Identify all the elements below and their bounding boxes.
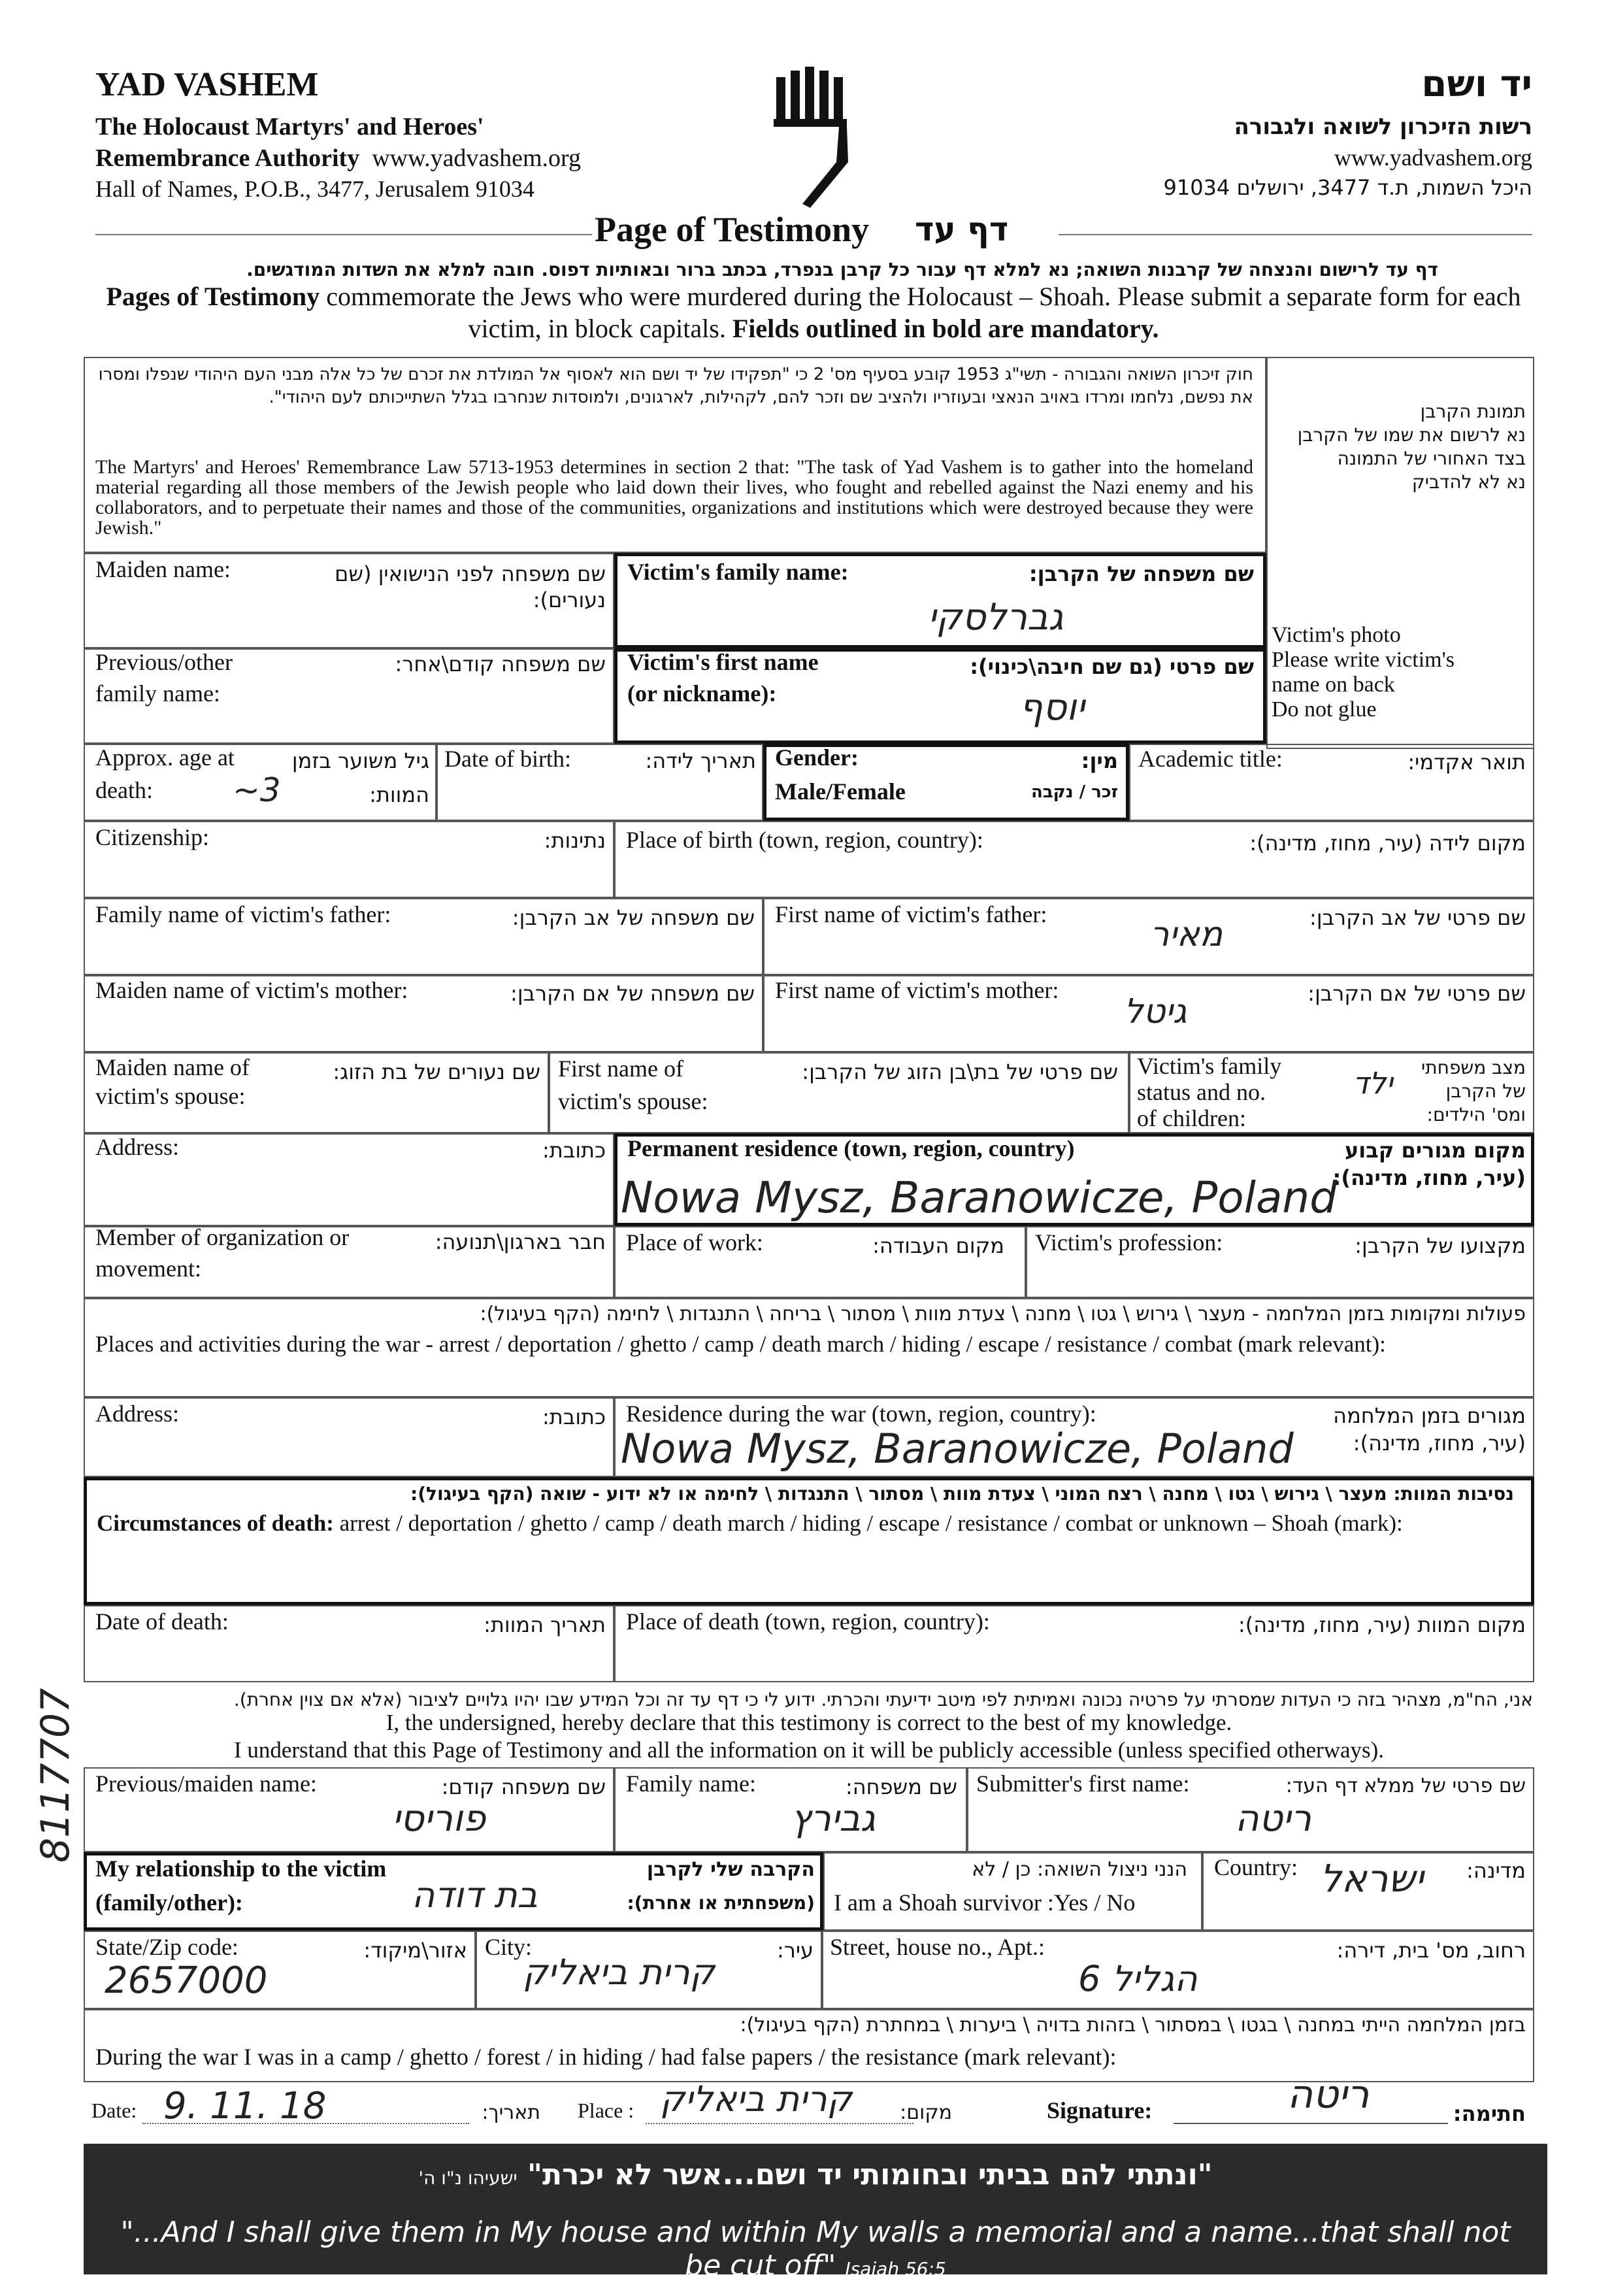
victim-first-name-value: יוסף xyxy=(1019,686,1085,729)
authority-en-1: The Holocaust Martyrs' and Heroes' xyxy=(95,113,484,141)
mother-maiden-label-he: שם משפחה של אם הקרבן: xyxy=(510,981,755,1006)
circumstances-label-en xyxy=(97,1510,1403,1537)
photo-he-1: תמונת הקרבן xyxy=(1420,401,1526,422)
place-label-he: מקום: xyxy=(900,2101,952,2124)
birthplace-label-he: מקום לידה (עיר, מחוז, מדינה): xyxy=(1249,831,1526,856)
dob-label-he: תאריך לידה: xyxy=(645,748,756,773)
dod-label-he: תאריך המוות: xyxy=(484,1612,606,1637)
status-label-he-1: מצב משפחתי xyxy=(1421,1057,1526,1078)
profession-label: Victim's profession: xyxy=(1035,1229,1223,1256)
age-label-he-1: גיל משוער בזמן xyxy=(291,748,429,773)
mother-first-value: גיטל xyxy=(1124,992,1187,1031)
age-value: ~3 xyxy=(233,771,281,809)
previous-name-label-1: Previous/other xyxy=(95,649,233,675)
signature-line[interactable] xyxy=(1174,2123,1448,2124)
spouse-maiden-label-he: שם נעורים של בת הזוג: xyxy=(333,1059,540,1084)
victim-first-name-label-2: (or nickname): xyxy=(627,680,777,707)
age-label-he-2: המוות: xyxy=(369,782,429,807)
margin-number-text: 8117707 xyxy=(33,1688,78,1863)
photo-he-3: בצד האחורי של התמונה xyxy=(1337,448,1526,469)
spouse-first-label-he: שם פרטי של בת\בן הזוג של הקרבן: xyxy=(802,1059,1118,1084)
status-label-2: status and no. xyxy=(1137,1079,1266,1105)
law-text-en: The Martyrs' and Heroes' Remembrance Law 5713-1953 determines in section 2 that: "The task of Yad Vashem is to gather into the homeland material regarding all those members of the Jewish people who laid down their lives, who fought and rebelled against the Nazi enemy and his collaborators, and to perpetuate their names and those of the communities, organizations and institutions which were destroyed because they were Jewish." xyxy=(95,456,1253,539)
signature-value: ריטה xyxy=(1287,2072,1370,2118)
father-first-label-he: שם פרטי של אב הקרבן: xyxy=(1309,905,1526,930)
circumstances-label-en-bold: Circumstances of death: xyxy=(97,1510,334,1536)
quote-banner xyxy=(84,2144,1547,2282)
mother-first-label: First name of victim's mother: xyxy=(775,977,1059,1003)
permanent-residence-value: Nowa Mysz, Baranowicze, Poland xyxy=(621,1173,1338,1223)
work-label-he: מקום העבודה: xyxy=(872,1233,1004,1258)
authority-en-2: Remembrance Authority xyxy=(95,144,360,172)
photo-he-4: נא לא להדביק xyxy=(1411,471,1526,493)
photo-en-2: Please write victim's xyxy=(1272,648,1455,672)
signature-label-he: חתימה: xyxy=(1453,2101,1526,2126)
intro-en-bold: Pages of Testimony xyxy=(106,282,320,311)
header-rule-right xyxy=(1059,234,1532,235)
page-title-he: דף עד xyxy=(915,210,1009,248)
father-family-label: Family name of victim's father: xyxy=(95,901,391,927)
gender-label-he-2: זכר / נקבה xyxy=(1030,782,1118,802)
submitter-first-label-he: שם פרטי של ממלא דף העד: xyxy=(1285,1774,1526,1797)
dob-label: Date of birth: xyxy=(444,746,571,772)
date-value: 9. 11. 18 xyxy=(163,2085,327,2127)
banner-quote-he-ref: ישעיהו נ"ו ה' xyxy=(418,2167,518,2189)
organization-label-2: movement: xyxy=(95,1256,201,1282)
war-residence-label-he-2: (עיר, מחוז, מדינה): xyxy=(1353,1431,1526,1456)
war-residence-value: Nowa Mysz, Baranowicze, Poland xyxy=(621,1425,1294,1472)
address-label-he: כתובת: xyxy=(542,1138,606,1163)
street-value: הגליל 6 xyxy=(1078,1958,1198,1999)
submitter-prev-label-he: שם משפחה קודם: xyxy=(441,1774,606,1799)
previous-name-label-2: family name: xyxy=(95,680,220,707)
intro-he: דף עד לרישום והנצחה של קרבנות השואה; נא למלא דף עבור כל קרבן בנפרד, בכתב ברור ובאותיות דפוס. חובה למלא את השדות המודגשים. xyxy=(246,259,1438,280)
place-label: Place : xyxy=(578,2099,634,2122)
profession-label-he: מקצועו של הקרבן: xyxy=(1355,1233,1526,1258)
family-status-value: ילד xyxy=(1353,1065,1393,1101)
war-status-label-he: בזמן המלחמה הייתי במחנה \ בגטו \ במסתור \ בזהות בדויה \ ביערות \ במחתרת (הקף בעיגול): xyxy=(740,2014,1526,2037)
address-label: Address: xyxy=(95,1134,179,1160)
banner-quote-en-text: "...And I shall give them in My house and within My walls a memorial and a name...that shall not be cut off" xyxy=(120,2216,1511,2282)
org-name-en: YAD VASHEM xyxy=(95,66,319,103)
mother-maiden-label: Maiden name of victim's mother: xyxy=(95,977,408,1003)
gender-label-he-1: מין: xyxy=(1081,748,1118,773)
banner-quote-en xyxy=(110,2216,1521,2282)
spouse-first-label-1: First name of xyxy=(558,1056,683,1082)
submitter-prev-label: Previous/maiden name: xyxy=(95,1771,317,1797)
photo-en-1: Victim's photo xyxy=(1272,623,1401,647)
place-value: קרית ביאליק xyxy=(660,2078,852,2120)
page-title-en: Page of Testimony xyxy=(595,210,870,249)
authority-he: רשות הזיכרון לשואה ולגבורה xyxy=(1234,114,1532,140)
war-residence-label-he-1: מגורים בזמן המלחמה xyxy=(1333,1403,1526,1428)
victim-first-name-label-1: Victim's first name xyxy=(627,649,819,675)
banner-quote-he xyxy=(110,2158,1521,2191)
intro-en-mandatory: Fields outlined in bold are mandatory. xyxy=(732,313,1159,343)
zip-label: State/Zip code: xyxy=(95,1934,239,1960)
city-label-he: עיר: xyxy=(776,1938,814,1963)
city-value: קרית ביאליק xyxy=(523,1952,715,1993)
spouse-maiden-label-2: victim's spouse: xyxy=(95,1083,246,1109)
dod-label: Date of death: xyxy=(95,1608,229,1635)
war-address-label: Address: xyxy=(95,1401,179,1427)
signature-label: Signature: xyxy=(1047,2097,1153,2123)
country-label: Country: xyxy=(1214,1854,1298,1880)
country-label-he: מדינה: xyxy=(1466,1858,1526,1883)
gender-label-1: Gender: xyxy=(775,744,859,771)
pod-label-he: מקום המוות (עיר, מחוז, מדינה): xyxy=(1238,1612,1526,1637)
submitter-first-value: ריטה xyxy=(1235,1797,1312,1840)
declaration-en-2: I understand that this Page of Testimony and all the information on it will be publicly accessible (unless specified otherways). xyxy=(233,1737,1385,1763)
banner-quote-he-text: "ונתתי להם בביתי ובחומותי יד ושם...אשר לא יכרת" xyxy=(527,2158,1213,2191)
address-en: Hall of Names, P.O.B., 3477, Jerusalem 91034 xyxy=(95,176,535,202)
permanent-residence-label-he-1: מקום מגורים קבוע xyxy=(1344,1138,1526,1163)
submitter-family-label: Family name: xyxy=(626,1771,756,1797)
photo-en-4: Do not glue xyxy=(1272,697,1377,722)
website-he: www.yadvashem.org xyxy=(1334,144,1532,171)
zip-label-he: אזור\מיקוד: xyxy=(363,1938,467,1963)
status-label-3: of children: xyxy=(1137,1105,1246,1131)
circumstances-label-he: נסיבות המוות: מעצר \ גירוש \ גטו \ מחנה \ רצח המוני \ צעדת מוות \ מסתור \ התנגדות \ לחימה או לא ידוע - שואה (הקף בעיגול): xyxy=(410,1483,1514,1505)
survivor-label-he: הנני ניצול השואה: כן / לא xyxy=(972,1858,1187,1881)
intro-en xyxy=(95,281,1532,345)
relationship-label-2: (family/other): xyxy=(95,1889,243,1916)
margin-number xyxy=(26,1673,85,1869)
street-label: Street, house no., Apt.: xyxy=(830,1934,1045,1960)
city-label: City: xyxy=(485,1934,533,1960)
mother-first-label-he: שם פרטי של אם הקרבן: xyxy=(1308,981,1526,1006)
organization-label-he: חבר בארגון\תנועה: xyxy=(435,1229,606,1254)
date-label: Date: xyxy=(91,2099,137,2122)
victim-family-name-label-he: שם משפחה של הקרבן: xyxy=(1028,561,1254,586)
relationship-label-he-2: (משפחתית או אחרת): xyxy=(627,1892,815,1914)
permanent-residence-label-he-2: (עיר, מחוז, מדינה): xyxy=(1332,1165,1526,1190)
activities-label-en: Places and activities during the war - arrest / deportation / ghetto / camp / death march / hiding / escape / resistance / combat (mark relevant): xyxy=(95,1331,1386,1357)
law-text-he: חוק זיכרון השואה והגבורה - תשי"ג 1953 קובע בסעיף מס' 2 כי "תפקידו של יד ושם הוא לאסוף אל המולדת את זכרם של כל אלה מבני העם היהודי שנפלו ומסרו את נפשם, נלחמו ומרדו באויב הנאצי ובעוזריו ולהציב שם וזכר להם, לקהילות, לארגונים, ולמוסדות שנחרבו בגלל השתייכותם לעם היהודי". xyxy=(98,365,1253,408)
gender-label-2: Male/Female xyxy=(775,778,906,805)
organization-label-1: Member of organization or xyxy=(95,1224,350,1250)
zip-value: 2657000 xyxy=(105,1959,268,2002)
age-label-1: Approx. age at xyxy=(95,744,235,771)
authority-en-2-line xyxy=(95,144,581,173)
place-line xyxy=(646,2123,913,2124)
previous-name-label-he: שם משפחה קודם\אחר: xyxy=(395,652,606,676)
victim-family-name-value: גברלסקי xyxy=(928,596,1064,639)
relationship-label-he-1: הקרבה שלי לקרבן xyxy=(646,1858,815,1881)
date-label-he: תאריך: xyxy=(482,2101,540,2124)
yad-vashem-logo xyxy=(771,64,856,214)
father-first-value: מאיר xyxy=(1150,915,1223,954)
activities-label-he: פעולות ומקומות בזמן המלחמה - מעצר \ גירוש \ גטו \ מחנה \ צעדת מוות \ מסתור \ בריחה \ התנגדות \ לחימה (הקף בעיגול): xyxy=(480,1303,1526,1325)
academic-label-he: תואר אקדמי: xyxy=(1407,750,1526,774)
street-label-he: רחוב, מס' בית, דירה: xyxy=(1336,1938,1526,1963)
submitter-family-label-he: שם משפחה: xyxy=(845,1774,957,1799)
war-residence-label: Residence during the war (town, region, country): xyxy=(626,1401,1096,1427)
submitter-first-label: Submitter's first name: xyxy=(976,1771,1190,1797)
war-address-label-he: כתובת: xyxy=(542,1405,606,1429)
survivor-label-en: I am a Shoah survivor :Yes / No xyxy=(834,1889,1136,1916)
citizenship-label-he: נתינות: xyxy=(544,828,606,853)
photo-en-3: name on back xyxy=(1272,673,1395,697)
org-name-he: יד ושם xyxy=(1421,63,1532,105)
maiden-name-label: Maiden name: xyxy=(95,556,231,582)
header-rule-left xyxy=(95,234,592,235)
permanent-residence-label: Permanent residence (town, region, country) xyxy=(627,1135,1075,1161)
website-en: www.yadvashem.org xyxy=(372,144,581,172)
age-label-2: death: xyxy=(95,777,153,803)
spouse-first-label-2: victim's spouse: xyxy=(558,1088,708,1114)
father-first-label: First name of victim's father: xyxy=(775,901,1047,927)
work-label: Place of work: xyxy=(626,1229,763,1256)
relationship-value: בת דודה xyxy=(412,1874,538,1916)
relationship-label-1: My relationship to the victim xyxy=(95,1855,387,1882)
citizenship-label: Citizenship: xyxy=(95,824,209,850)
photo-he-2: נא לרשום את שמו של הקרבן xyxy=(1297,424,1526,446)
father-family-label-he: שם משפחה של אב הקרבן: xyxy=(512,905,755,930)
spouse-maiden-label-1: Maiden name of xyxy=(95,1054,250,1080)
address-he: היכל השמות, ת.ד 3477, ירושלים 91034 xyxy=(1163,175,1532,200)
birthplace-label: Place of birth (town, region, country): xyxy=(626,827,983,853)
maiden-name-label-he: שם משפחה לפני הנישואין (שם נעורים): xyxy=(335,561,606,612)
victim-family-name-label: Victim's family name: xyxy=(627,559,849,585)
submitter-prev-value: פוריסי xyxy=(392,1797,486,1840)
victim-first-name-label-he: שם פרטי (גם שם חיבה\כינוי): xyxy=(970,654,1254,679)
country-value: ישראל xyxy=(1320,1856,1424,1901)
war-status-label-en: During the war I was in a camp / ghetto / forest / in hiding / had false papers / the resistance (mark relevant): xyxy=(95,2044,1117,2070)
status-label-1: Victim's family xyxy=(1137,1053,1282,1079)
status-label-he-3: ומס' הילדים: xyxy=(1426,1104,1526,1125)
pod-label: Place of death (town, region, country): xyxy=(626,1608,990,1635)
circumstances-options: arrest / deportation / ghetto / camp / death march / hiding / escape / resistance / combat or unknown – Shoah (mark): xyxy=(333,1510,1403,1536)
academic-label: Academic title: xyxy=(1138,746,1283,772)
intro-en-body: commemorate the Jews who were murdered during the Holocaust – Shoah. Please submit a separate form for each victim, in block capitals. xyxy=(320,282,1521,343)
banner-quote-en-ref: Isaiah 56:5 xyxy=(845,2258,946,2280)
declaration-he: אני, הח"מ, מצהיר בזה כי העדות שמסרתי על פרטיה נכונה ואמיתית לפי מיטב ידיעתי והכרתי. ידוע לי כי דף עד זה וכל המידע שבו יהיו גלויים לציבור (אלא אם צוין אחרת). xyxy=(233,1689,1533,1710)
declaration-en-1: I, the undersigned, hereby declare that this testimony is correct to the best of my knowledge. xyxy=(386,1710,1232,1735)
submitter-family-value: גבירץ xyxy=(791,1797,876,1840)
status-label-he-2: של הקרבן xyxy=(1445,1080,1526,1102)
